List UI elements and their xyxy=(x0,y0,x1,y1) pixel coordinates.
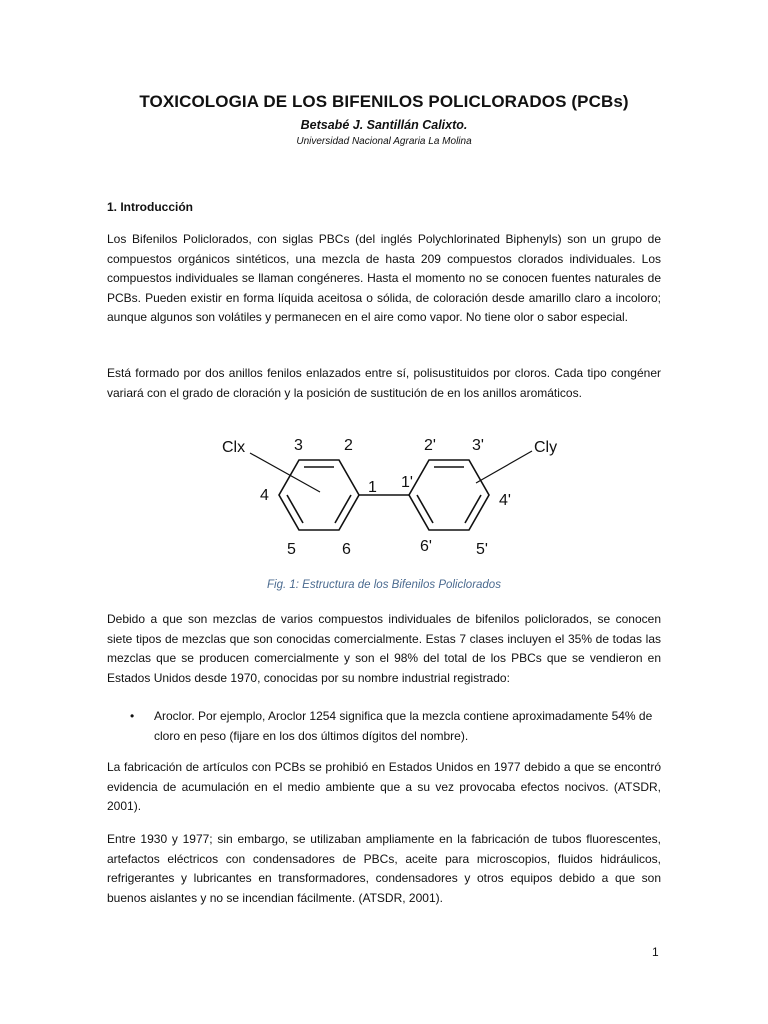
left-ring xyxy=(279,460,359,530)
position-label: 6 xyxy=(342,541,351,558)
position-label: 1' xyxy=(401,474,413,491)
document-title: TOXICOLOGIA DE LOS BIFENILOS POLICLORADOS (PCBs) xyxy=(139,92,629,111)
position-label: 5' xyxy=(476,541,488,558)
page-number: 1 xyxy=(652,945,659,959)
position-label: 2 xyxy=(344,437,353,454)
position-label: 4' xyxy=(499,492,511,509)
position-label: 1 xyxy=(368,479,377,496)
paragraph: Los Bifenilos Policlorados, con siglas PBCs (del inglés Polychlorinated Biphenyls) son un grupo de compuestos orgánicos sintéticos, una mezcla de hasta 209 compuestos clorados individuales. Los compuestos individuales se llaman congéneres. Hasta el momento no se conocen fuentes naturales de PCBs. Pueden existir en forma líquida aceitosa o sólida, de coloración desde amarillo claro a incoloro; aunque algunos son volátiles y permanecen en el aire como vapor. No tiene olor o sabor especial. xyxy=(107,232,661,324)
paragraph: Está formado por dos anillos fenilos enlazados entre sí, polisustituidos por cloros. Cada tipo congéner variará con el grado de cloración y la posición de sustitución de en los anillos aromáticos. xyxy=(107,366,661,400)
position-label: 4 xyxy=(260,487,269,504)
position-label: 6' xyxy=(420,538,432,555)
bullet-text: Aroclor. Por ejemplo, Aroclor 1254 significa que la mezcla contiene aproximadamente 54% de cloro en peso (fijare en los dos últimos dígitos del nombre). xyxy=(154,709,653,743)
paragraph: La fabricación de artículos con PCBs se prohibió en Estados Unidos en 1977 debido a que se encontró evidencia de acumulación en el medio ambiente que a su vez provocaba efectos nocivos. (ATSDR, 2001). xyxy=(107,760,661,813)
position-label: 3' xyxy=(472,437,484,454)
position-label: 2' xyxy=(424,437,436,454)
author-name: Betsabé J. Santillán Calixto. xyxy=(300,118,468,132)
author-affiliation: Universidad Nacional Agraria La Molina xyxy=(296,136,472,147)
position-label: 5 xyxy=(287,541,296,558)
cly-label: Cly xyxy=(534,439,558,456)
position-label: 3 xyxy=(294,437,303,454)
figure-caption: Fig. 1: Estructura de los Bifenilos Policlorados xyxy=(267,579,501,591)
paragraph: Entre 1930 y 1977; sin embargo, se utilizaban ampliamente en la fabricación de tubos fluorescentes, artefactos eléctricos con condensadores de PBCs, aceite para microscopios, fluidos hidráulicos, refrigerantes y lubricantes en transformadores, condensadores y otros equipos debido a que son buenos aislantes y no se incendian fácilmente. (ATSDR, 2001). xyxy=(107,832,661,905)
section-heading: 1. Introducción xyxy=(107,200,194,214)
paragraph: Debido a que son mezclas de varios compuestos individuales de bifenilos policlorados, se conocen siete tipos de mezclas que son conocidas comercialmente. Estas 7 clases incluyen el 35% de todas las mezclas que se producen comercialmente y son el 98% del total de los PBCs que se vendieron en Estados Unidos desde 1970, conocidas por su nombre industrial registrado: xyxy=(107,612,661,685)
cly-substituent-line xyxy=(476,451,532,483)
bullet-list-item xyxy=(130,707,661,746)
biphenyl-structure-figure xyxy=(214,425,574,570)
clx-label: Clx xyxy=(222,439,246,456)
bullet-icon: • xyxy=(130,709,135,723)
right-ring xyxy=(409,460,489,530)
